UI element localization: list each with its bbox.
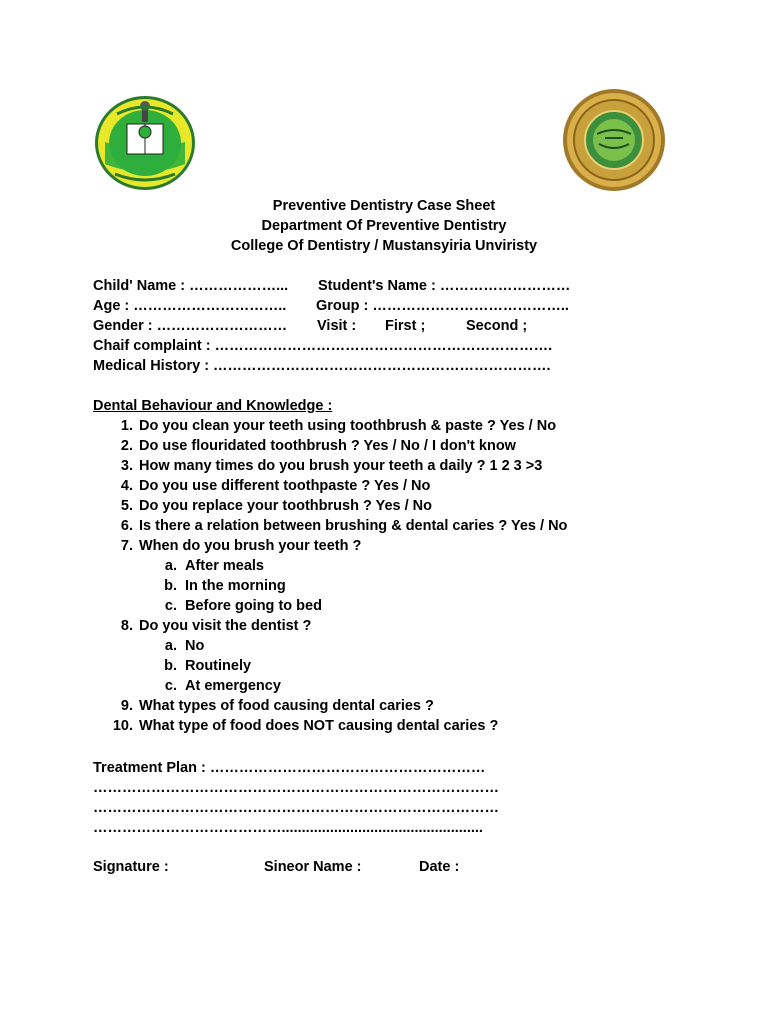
visit-second-option[interactable]: Second ;: [466, 318, 528, 334]
gender-field[interactable]: Gender : ………………………: [93, 318, 288, 334]
question-text: Do you visit the dentist ?: [139, 618, 312, 634]
field-row-age: [93, 296, 733, 316]
field-row-gender: [93, 316, 733, 336]
visit-label: Visit :: [317, 318, 357, 334]
question-text: Do you replace your toothbrush ? Yes / No: [139, 498, 433, 514]
document-title: Preventive Dentistry Case Sheet: [272, 198, 496, 214]
option-letter: c.: [164, 678, 177, 694]
treatment-plan-line[interactable]: …………………………………………………………………………: [93, 780, 499, 796]
option-text: Before going to bed: [185, 598, 322, 614]
complaint-field[interactable]: Chaif complaint : …………………………………………………………….: [93, 338, 553, 354]
option-text: No: [185, 638, 205, 654]
question-number: 7.: [120, 538, 133, 554]
question-number: 10.: [112, 718, 133, 734]
option-letter: a.: [164, 558, 177, 574]
option-letter: c.: [164, 598, 177, 614]
group-field[interactable]: Group : …………………………………..: [316, 298, 569, 314]
university-seal-icon: [93, 94, 197, 192]
medical-history-field[interactable]: Medical History : …………………………………………………………….: [93, 358, 551, 374]
question-text: When do you brush your teeth ?: [139, 538, 362, 554]
treatment-plan: [93, 758, 733, 838]
option-letter: b.: [164, 578, 177, 594]
college-seal-icon: [561, 88, 667, 192]
option-text: In the morning: [185, 578, 286, 594]
signature-row: [93, 857, 733, 877]
question-number: 3.: [120, 458, 133, 474]
department-name: Department Of Preventive Dentistry: [261, 218, 507, 234]
question-number: 4.: [120, 478, 133, 494]
option-text: Routinely: [185, 658, 252, 674]
question-text: Do you use different toothpaste ? Yes / No: [139, 478, 431, 494]
field-row-names: [93, 276, 733, 296]
date-field[interactable]: Date :: [419, 859, 460, 875]
option-text: After meals: [185, 558, 264, 574]
option-text: At emergency: [185, 678, 281, 694]
question-text: Do use flouridated toothbrush ? Yes / No / I don't know: [139, 438, 516, 454]
university-logo: [93, 94, 197, 192]
question-number: 8.: [120, 618, 133, 634]
visit-first-option[interactable]: First ;: [385, 318, 426, 334]
age-field[interactable]: Age : …………………………..: [93, 298, 287, 314]
college-name: College Of Dentistry / Mustansyiria Unviristy: [230, 238, 538, 254]
question-number: 1.: [120, 418, 133, 434]
signature-field[interactable]: Signature :: [93, 859, 169, 875]
question-number: 2.: [120, 438, 133, 454]
treatment-plan-field[interactable]: Treatment Plan : …………………………………………………: [93, 760, 486, 776]
question-text: Is there a relation between brushing & dental caries ? Yes / No: [139, 518, 568, 534]
question-text: What type of food does NOT causing dental caries ?: [139, 718, 499, 734]
section-title: Dental Behaviour and Knowledge :: [93, 398, 333, 414]
student-name-field[interactable]: Student's Name : ………………………: [318, 278, 571, 294]
option-letter: a.: [164, 638, 177, 654]
option-letter: b.: [164, 658, 177, 674]
college-logo: [561, 88, 667, 192]
question-text: How many times do you brush your teeth a daily ? 1 2 3 >3: [139, 458, 543, 474]
senior-name-field[interactable]: Sineor Name :: [264, 859, 362, 875]
treatment-plan-line[interactable]: …………………………………………………………………………: [93, 800, 499, 816]
question-text: What types of food causing dental caries ?: [139, 698, 434, 714]
question-number: 5.: [120, 498, 133, 514]
treatment-plan-line[interactable]: …………………………………..................................................: [93, 820, 483, 836]
child-name-field[interactable]: Child' Name : ………………...: [93, 278, 289, 294]
question-text: Do you clean your teeth using toothbrush & paste ? Yes / No: [139, 418, 557, 434]
document-header: [0, 196, 768, 256]
question-number: 6.: [120, 518, 133, 534]
question-number: 9.: [120, 698, 133, 714]
dental-behaviour-section: [93, 396, 733, 734]
